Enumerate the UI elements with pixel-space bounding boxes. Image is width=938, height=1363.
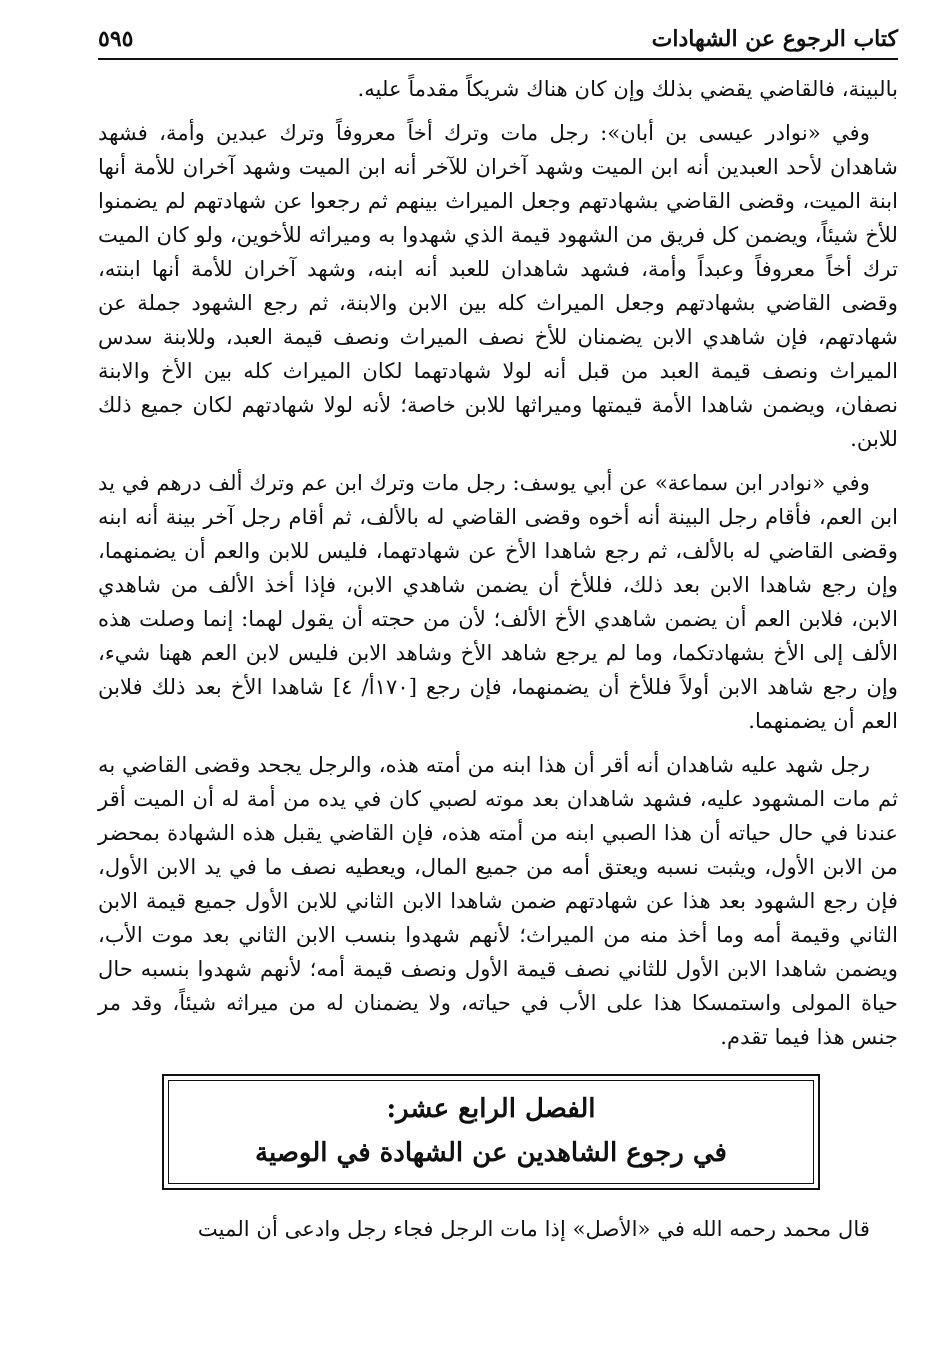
paragraph-issa-ibn-aban: وفي «نوادر عيسى بن أبان»: رجل مات وترك أخاً معروفاً وترك عبدين وأمة، فشهد شاهدان لأحد العبدين أنه ابن الميت وشهد آخران للآخر أنه ابن الميت وشهد آخران للأمة أنها ابنة الميت، وقضى القاضي بشهادتهم وجعل الميراث بينهم ثم رجعوا عن شهادتهم لم يضمنوا للأخ شيئاً، ويضمن كل فريق من الشهود قيمة الذي شهدوا به وميراثه للأخوين، ولو كان الميت ترك أخاً معروفاً وعبداً وأمة، فشهد شاهدان للعبد أنه ابنه، وشهد آخران للأمة أنها ابنته، وقضى القاضي بشهادتهم وجعل الميراث كله بين الابن والابنة، ثم رجع الشهود جملة عن شهادتهم، فإن شاهدي الابن يضمنان للأخ نصف الميراث ونصف قيمة العبد، وللابنة سدس الميراث ونصف قيمة العبد من قبل أنه لولا شهادتهما لكان الميراث كله بين الأخ والابنة نصفان، ويضمن شاهدا الأمة قيمتها وميراثها للابن خاصة؛ لأنه لولا شهادتهم لكان جميع ذلك للابن. — [98, 120, 898, 451]
paragraph-witnesses-son: رجل شهد عليه شاهدان أنه أقر أن هذا ابنه من أمته هذه، والرجل يجحد وقضى القاضي به ثم مات المشهود عليه، فشهد شاهدان بعد موته لصبي كان في يده من أمة له أن الميت أقر عندنا في حال حياته أن هذا الصبي ابنه من أمته هذه، فإن القاضي يقبل هذه الشهادة بمحضر من الابن الأول، ويثبت نسبه ويعتق أمه من جميع المال، ويعطيه نصف ما في يد الابن الأول، فإن رجع الشهود بعد هذا عن شهادتهم ضمن شاهدا الابن الثاني للابن الأول جميع قيمة الابن الثاني وقيمة أمه وما أخذ منه من الميراث؛ لأنهم شهدوا بنسب الابن الثاني بعد موت الأب، ويضمن شاهدا الابن الأول للثاني نصف قيمة الأول ونصف قيمة أمه؛ لأنهم شهدوا بنسبه حال حياة المولى واستمسكا هذا على الأب في حياته، ولا يضمنان له من ميراثه شيئاً، وقد مر جنس هذا فيما تقدم. — [98, 752, 898, 1049]
chapter-heading-inner — [168, 1080, 814, 1184]
paragraph-ibn-samaa: وفي «نوادر ابن سماعة» عن أبي يوسف: رجل مات وترك ابن عم وترك ألف درهم في يد ابن العم، فأقام رجل البينة أنه أخوه وقضى القاضي له بالألف، ثم أقام رجل آخر بينة أنه ابنه وقضى القاضي له بالألف، ثم رجع شاهدا الأخ عن شهادتهما، فليس للابن والعم أن يضمنهما، وإن رجع شاهدا الابن بعد ذلك، فللأخ أن يضمن شاهدي الابن، فإذا أخذ الألف من شاهدي الابن، فلابن العم أن يضمن شاهدي الأخ الألف؛ لأن من حجته أن يقول لهما: إنما وصلت هذه الألف إلى الأخ بشهادتكما، وما لم يرجع شاهد الأخ وشاهد الابن فليس لابن العم ههنا شيء، وإن رجع شاهد الابن أولاً فللأخ أن يضمنهما، فإن رجع [١٧٠أ/ ٤] شاهدا الأخ بعد ذلك فلابن العم أن يضمنهما. — [98, 470, 898, 733]
paragraph-closing: قال محمد رحمه الله في «الأصل» إذا مات الرجل فجاء رجل وادعى أن الميت — [197, 1216, 870, 1241]
page-header — [98, 22, 898, 60]
running-title: كتاب الرجوع عن الشهادات — [651, 26, 898, 52]
page-number: ٥٩٥ — [98, 26, 134, 52]
body-text — [98, 72, 898, 1246]
chapter-heading-box — [162, 1074, 820, 1190]
document-page — [98, 22, 898, 1352]
chapter-title: في رجوع الشاهدين عن الشهادة في الوصية — [255, 1138, 727, 1168]
chapter-number: الفصل الرابع عشر: — [386, 1094, 596, 1124]
paragraph-continuation: بالبينة، فالقاضي يقضي بذلك وإن كان هناك شريكاً مقدماً عليه. — [357, 76, 898, 101]
